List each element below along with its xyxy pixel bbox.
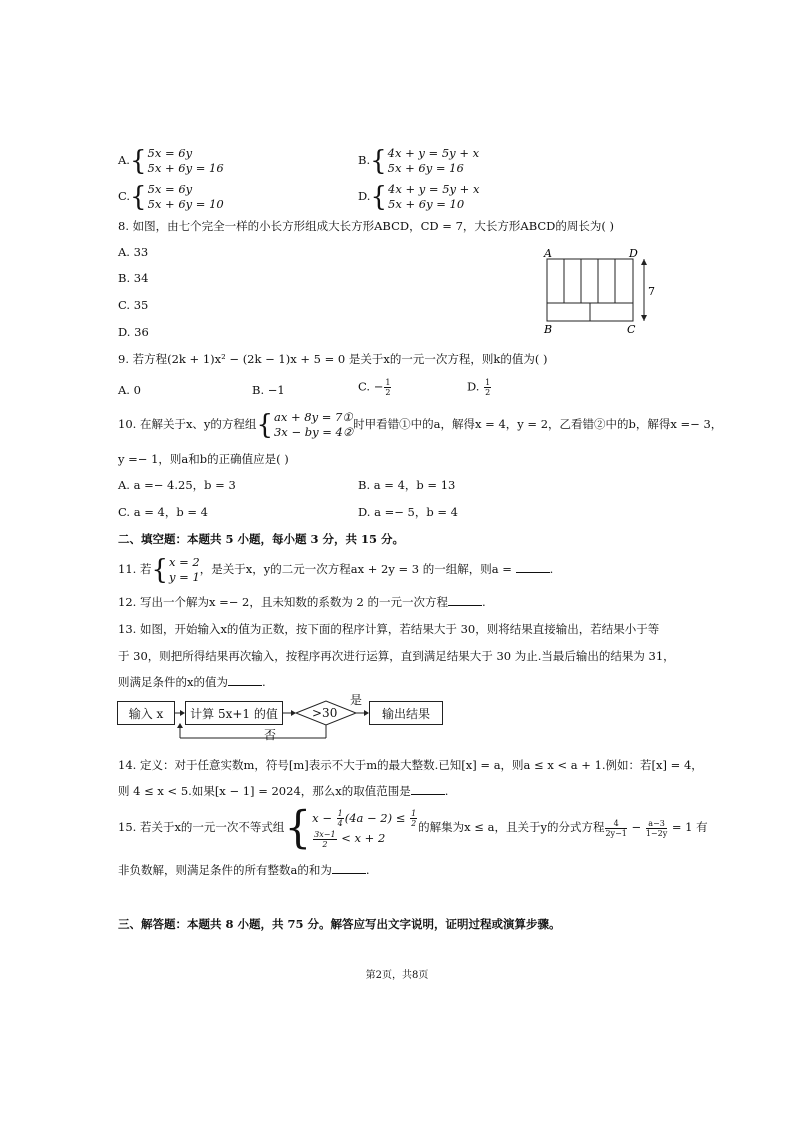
q13-line1: 13. 如图，开始输入x的值为正数，按下面的程序计算，若结果大于 30，则将结果直接输出，若结果小于等 (118, 622, 660, 636)
vertex-a-label: A (544, 247, 552, 260)
answer-blank (516, 562, 550, 573)
q15-line2 (118, 862, 370, 878)
fraction-numerator: 1 (337, 809, 343, 818)
q13-line2: 于 30，则把所得结果再次输入，按程序再次进行运算，直到满足结果大于 30 为止.当最后输出的结果为 31， (118, 649, 675, 663)
q10-option-b: B. a = 4，b = 13 (358, 478, 456, 492)
eq-row: 5x = 6y (147, 146, 193, 160)
option-label: D. (358, 189, 371, 203)
q15-end: . (365, 863, 370, 877)
fraction-denominator: 2 (322, 839, 328, 849)
fraction-numerator: 1 (411, 809, 417, 818)
q14-line1: 14. 定义：对于任意实数m，符号[m]表示不大于m的最大整数.已知[x] = a，则a ≤ x < a + 1.例如：若[x] = 4， (118, 758, 703, 772)
vertex-b-label: B (544, 323, 553, 335)
eq-row: 4x + y = 5y + x (387, 146, 480, 160)
option-label: A. (118, 153, 130, 167)
eq-row: 5x + 6y = 10 (147, 197, 224, 211)
vertex-c-label: C (627, 323, 636, 335)
fraction-numerator: 1 (485, 378, 491, 387)
rectangle-figure (540, 247, 660, 335)
answer-blank (448, 595, 482, 606)
q15-pre: 15. 若关于x的一元一次不等式组 (118, 820, 285, 834)
fraction-denominator: 1−2y (645, 828, 668, 838)
minus-sign: − (627, 820, 645, 834)
q8-option-b: B. 34 (118, 271, 149, 285)
flow-calc-box: 计算 5x+1 的值 (185, 701, 283, 725)
q14-end: . (444, 784, 449, 798)
ineq-text: < x + 2 (337, 831, 386, 845)
fraction-denominator: 2 (385, 388, 391, 397)
q7-option-a: A. { 5x = 6y 5x + 6y = 16 (118, 145, 224, 177)
q10-option-a: A. a =− 4.25，b = 3 (118, 478, 236, 492)
q11-stem: 11. 若 { x = 2 y = 1 ，是关于x，y的二元一次方程ax + 2y = 3 的一组解，则a = . (118, 554, 554, 586)
q10-pre: 10. 在解关于x、y的方程组 (118, 417, 257, 431)
flow-condition-label: >30 (312, 706, 338, 720)
q9-stem: 9. 若方程(2k + 1)x² − (2k − 1)x + 5 = 0 是关于x的一元一次方程，则k的值为( ) (118, 352, 548, 366)
q9-option-b: B. −1 (252, 383, 285, 397)
flow-yes-label: 是 (350, 693, 363, 707)
eq-row: 4x + y = 5y + x (388, 182, 480, 196)
eq-row: 3x − by = 4② (273, 425, 354, 439)
option-label: B. (358, 153, 371, 167)
fraction-denominator: 2y−1 (605, 828, 627, 838)
q9-option-d (467, 378, 492, 397)
q13-line3 (118, 674, 266, 690)
q14-line2 (118, 783, 448, 799)
fraction-numerator: 1 (385, 378, 391, 387)
q8-option-c: C. 35 (118, 298, 149, 312)
q7-option-d: D. { 4x + y = 5y + x 5x + 6y = 10 (358, 181, 480, 213)
q7-option-b: B. { 4x + y = 5y + x 5x + 6y = 16 (358, 145, 480, 177)
eq-row: 5x + 6y = 16 (387, 161, 464, 175)
ineq-row-2 (312, 828, 418, 849)
section-3-heading: 三、解答题：本题共 8 小题，共 75 分。解答应写出文字说明，证明过程或演算步骤。 (118, 917, 561, 931)
eq-row: 5x + 6y = 16 (147, 161, 224, 175)
q15-eq: = 1 有 (668, 820, 708, 834)
fraction-denominator: 4 (337, 819, 343, 828)
ineq-text: (4a − 2) ≤ (344, 810, 410, 825)
q9-option-a: A. 0 (118, 383, 141, 397)
eq-row: x = 2 (169, 555, 200, 569)
answer-blank (228, 675, 262, 686)
q14-text: 则 4 ≤ x < 5.如果[x − 1] = 2024，那么x的取值范围是 (118, 784, 411, 798)
side-length-label: 7 (648, 285, 655, 298)
ineq-text: x − (312, 810, 336, 825)
q7-option-c: C. { 5x = 6y 5x + 6y = 10 (118, 181, 224, 213)
q15-mid: 的解集为x ≤ a，且关于y的分式方程 (418, 820, 605, 834)
ineq-row-1 (312, 808, 418, 829)
q11-end: . (549, 562, 554, 576)
q10-stem: 10. 在解关于x、y的方程组 { ax + 8y = 7① 3x − by = 4② 时甲看错①中的a，解得x = 4，y = 2，乙看错②中的b，解得x =− 3， (118, 409, 723, 441)
flow-output-box: 输出结果 (369, 701, 443, 725)
section-2-heading: 二、填空题：本题共 5 小题，每小题 3 分，共 15 分。 (118, 532, 405, 546)
page-footer: 第2页，共8页 (365, 970, 429, 981)
vertex-d-label: D (629, 247, 638, 260)
eq-row: 5x + 6y = 10 (388, 197, 465, 211)
q15-text: 非负数解，则满足条件的所有整数a的和为 (118, 863, 332, 877)
q10-line2: y =− 1，则a和b的正确值应是( ) (118, 452, 289, 466)
option-label: C. − (358, 379, 384, 394)
q12-stem (118, 594, 486, 610)
answer-blank (411, 784, 445, 795)
q15-stem: 15. 若关于x的一元一次不等式组 { x − $\frac{1}{4}$ (4a − 2) ≤ $\frac{1}{2}$ $\frac{3x-1}{2}$ < x + 2 的解集为x ≤ a，且关于y的分式方程 $\frac{4}{2y-1}$ − $\frac{a-3}{1-2y}$ = 1 有 (118, 801, 708, 854)
eq-row: 5x = 6y (147, 182, 193, 196)
q8-stem: 8. 如图，由七个完全一样的小长方形组成大长方形ABCD，CD = 7，大长方形ABCD的周长为( ) (118, 219, 615, 233)
q12-end: . (481, 595, 486, 609)
eq-row: ax + 8y = 7① (273, 410, 353, 424)
q11-post: ，是关于x，y的二元一次方程ax + 2y = 3 的一组解，则a = (199, 562, 516, 576)
q10-option-c: C. a = 4，b = 4 (118, 505, 208, 519)
q11-pre: 11. 若 (118, 562, 152, 576)
q8-option-a: A. 33 (118, 245, 149, 259)
fraction-numerator: 3x−1 (314, 829, 336, 839)
q10-option-d: D. a =− 5，b = 4 (358, 505, 459, 519)
fraction-denominator: 2 (411, 819, 417, 828)
flow-no-label: 否 (264, 728, 277, 742)
q10-post: 时甲看错①中的a，解得x = 4，y = 2，乙看错②中的b，解得x =− 3， (353, 417, 723, 431)
fraction-numerator: 4 (605, 819, 626, 829)
q9-option-c (358, 378, 392, 397)
flow-input-box: 输入 x (117, 701, 175, 725)
option-label: C. (118, 189, 131, 203)
answer-blank (332, 863, 366, 874)
fraction-numerator: a−3 (646, 819, 667, 829)
option-label: D. (467, 379, 484, 394)
fraction-denominator: 2 (485, 388, 491, 397)
q12-text: 12. 写出一个解为x =− 2，且未知数的系数为 2 的一元一次方程 (118, 595, 448, 609)
q13-end: . (262, 675, 266, 689)
eq-row: y = 1 (169, 570, 200, 584)
q13-text: 则满足条件的x的值为 (118, 675, 228, 689)
q8-option-d: D. 36 (118, 325, 149, 339)
